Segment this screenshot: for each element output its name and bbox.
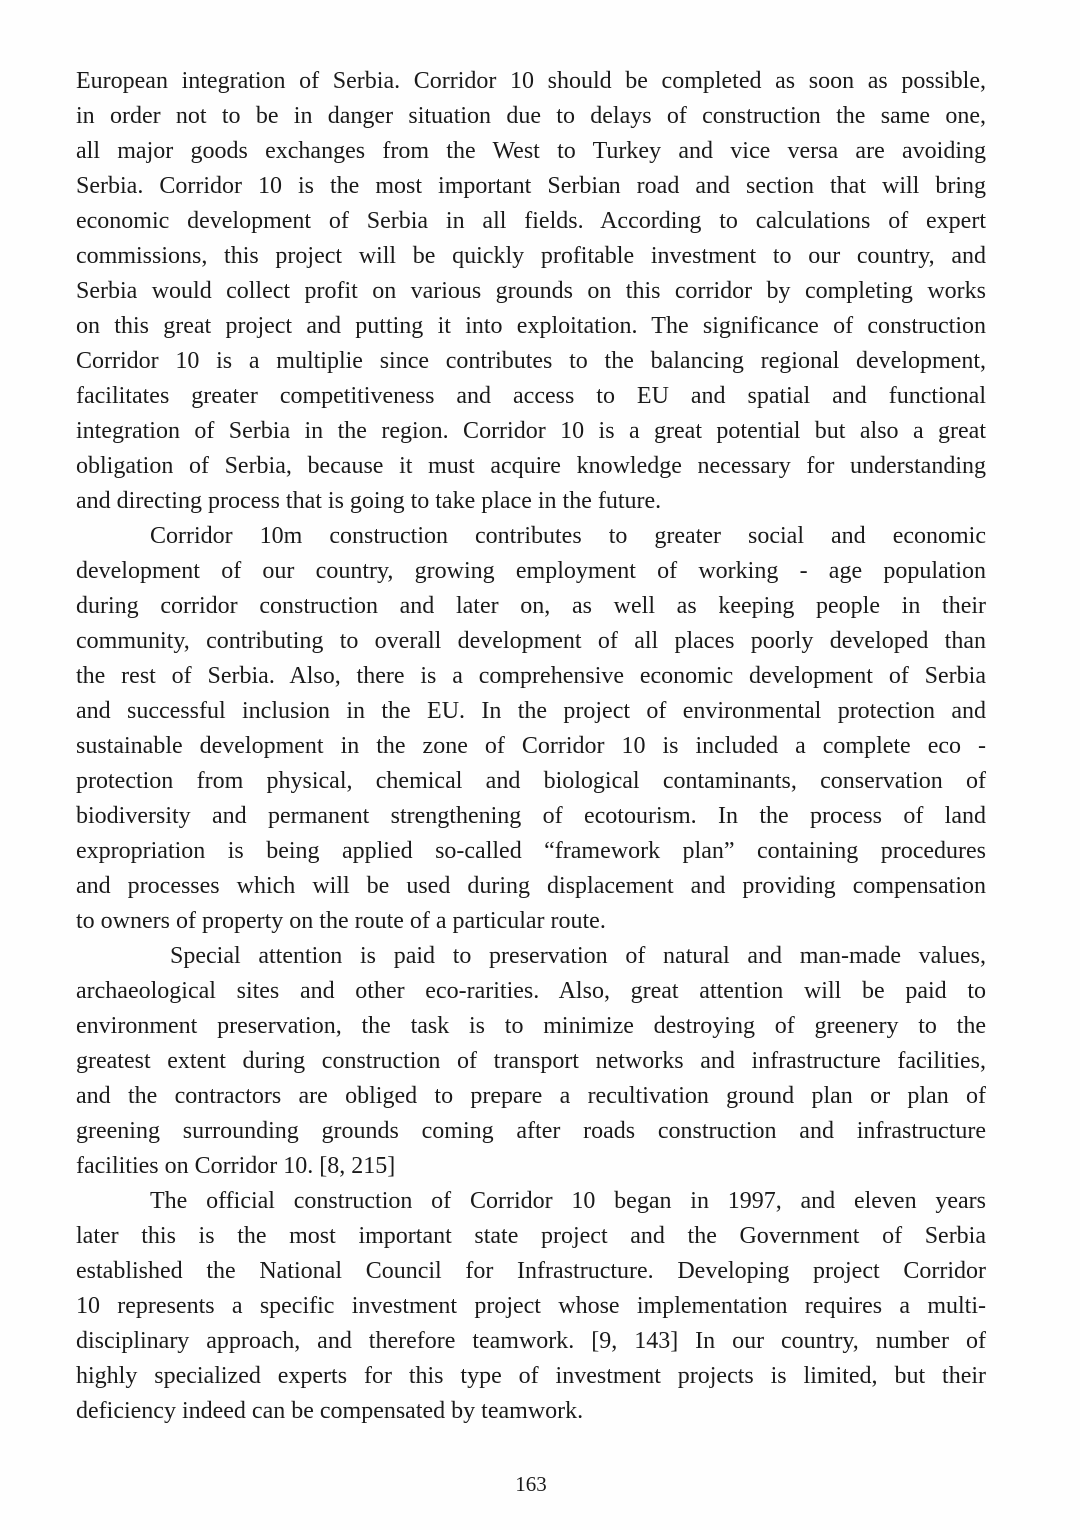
text-line: economic development of Serbia in all fields. According to calculations of expert: [76, 208, 986, 234]
text-line: to owners of property on the route of a particular route.: [76, 908, 606, 934]
text-line: obligation of Serbia, because it must acquire knowledge necessary for understanding: [76, 453, 986, 479]
text-line: biodiversity and permanent strengthening of ecotourism. In the process of land: [76, 803, 986, 829]
text-line: development of our country, growing employment of working - age population: [76, 558, 986, 584]
text-line: Serbia. Corridor 10 is the most important Serbian road and section that will bring: [76, 173, 986, 199]
text-line: community, contributing to overall development of all places poorly developed than: [76, 628, 986, 654]
text-line: and the contractors are obliged to prepare a recultivation ground plan or plan of: [76, 1083, 986, 1109]
text-line: expropriation is being applied so-called “framework plan” containing procedures: [76, 838, 986, 864]
text-line: greatest extent during construction of transport networks and infrastructure facilities,: [76, 1048, 986, 1074]
text-line: facilities on Corridor 10. [8, 215]: [76, 1153, 396, 1179]
text-line: established the National Council for Infrastructure. Developing project Corridor: [76, 1258, 986, 1284]
text-line: highly specialized experts for this type of investment projects is limited, but their: [76, 1363, 986, 1389]
text-line: all major goods exchanges from the West to Turkey and vice versa are avoiding: [76, 138, 986, 164]
text-line: commissions, this project will be quickly profitable investment to our country, and: [76, 243, 986, 269]
text-line: Serbia would collect profit on various grounds on this corridor by completing works: [76, 278, 986, 304]
text-line: Special attention is paid to preservation of natural and man-made values,: [170, 943, 986, 969]
text-line: disciplinary approach, and therefore teamwork. [9, 143] In our country, number of: [76, 1328, 986, 1354]
text-line: during corridor construction and later on, as well as keeping people in their: [76, 593, 986, 619]
text-line: and directing process that is going to take place in the future.: [76, 488, 662, 514]
page-number: 163: [515, 1472, 547, 1496]
text-line: and successful inclusion in the EU. In the project of environmental protection and: [76, 698, 986, 724]
text-line: in order not to be in danger situation due to delays of construction the same one,: [76, 103, 986, 129]
text-line: deficiency indeed can be compensated by teamwork.: [76, 1398, 584, 1424]
text-line: integration of Serbia in the region. Corridor 10 is a great potential but also a great: [76, 418, 986, 444]
text-line: Corridor 10 is a multiplie since contributes to the balancing regional development,: [76, 348, 986, 374]
text-line: archaeological sites and other eco-rarities. Also, great attention will be paid to: [76, 978, 986, 1004]
text-line: environment preservation, the task is to minimize destroying of greenery to the: [76, 1013, 986, 1039]
text-line: and processes which will be used during displacement and providing compensation: [76, 873, 986, 899]
text-line: later this is the most important state project and the Government of Serbia: [76, 1223, 986, 1249]
text-line: The official construction of Corridor 10 began in 1997, and eleven years: [150, 1188, 986, 1214]
text-line: sustainable development in the zone of Corridor 10 is included a complete eco -: [76, 733, 986, 759]
text-line: 10 represents a specific investment project whose implementation requires a multi-: [76, 1293, 986, 1319]
text-line: European integration of Serbia. Corridor 10 should be completed as soon as possible,: [76, 68, 986, 94]
text-line: Corridor 10m construction contributes to greater social and economic: [150, 523, 986, 549]
text-line: facilitates greater competitiveness and access to EU and spatial and functional: [76, 383, 986, 409]
text-line: the rest of Serbia. Also, there is a comprehensive economic development of Serbia: [76, 663, 986, 689]
text-line: greening surrounding grounds coming after roads construction and infrastructure: [76, 1118, 986, 1144]
text-line: on this great project and putting it into exploitation. The significance of construction: [76, 313, 986, 339]
text-line: protection from physical, chemical and biological contaminants, conservation of: [76, 768, 986, 794]
